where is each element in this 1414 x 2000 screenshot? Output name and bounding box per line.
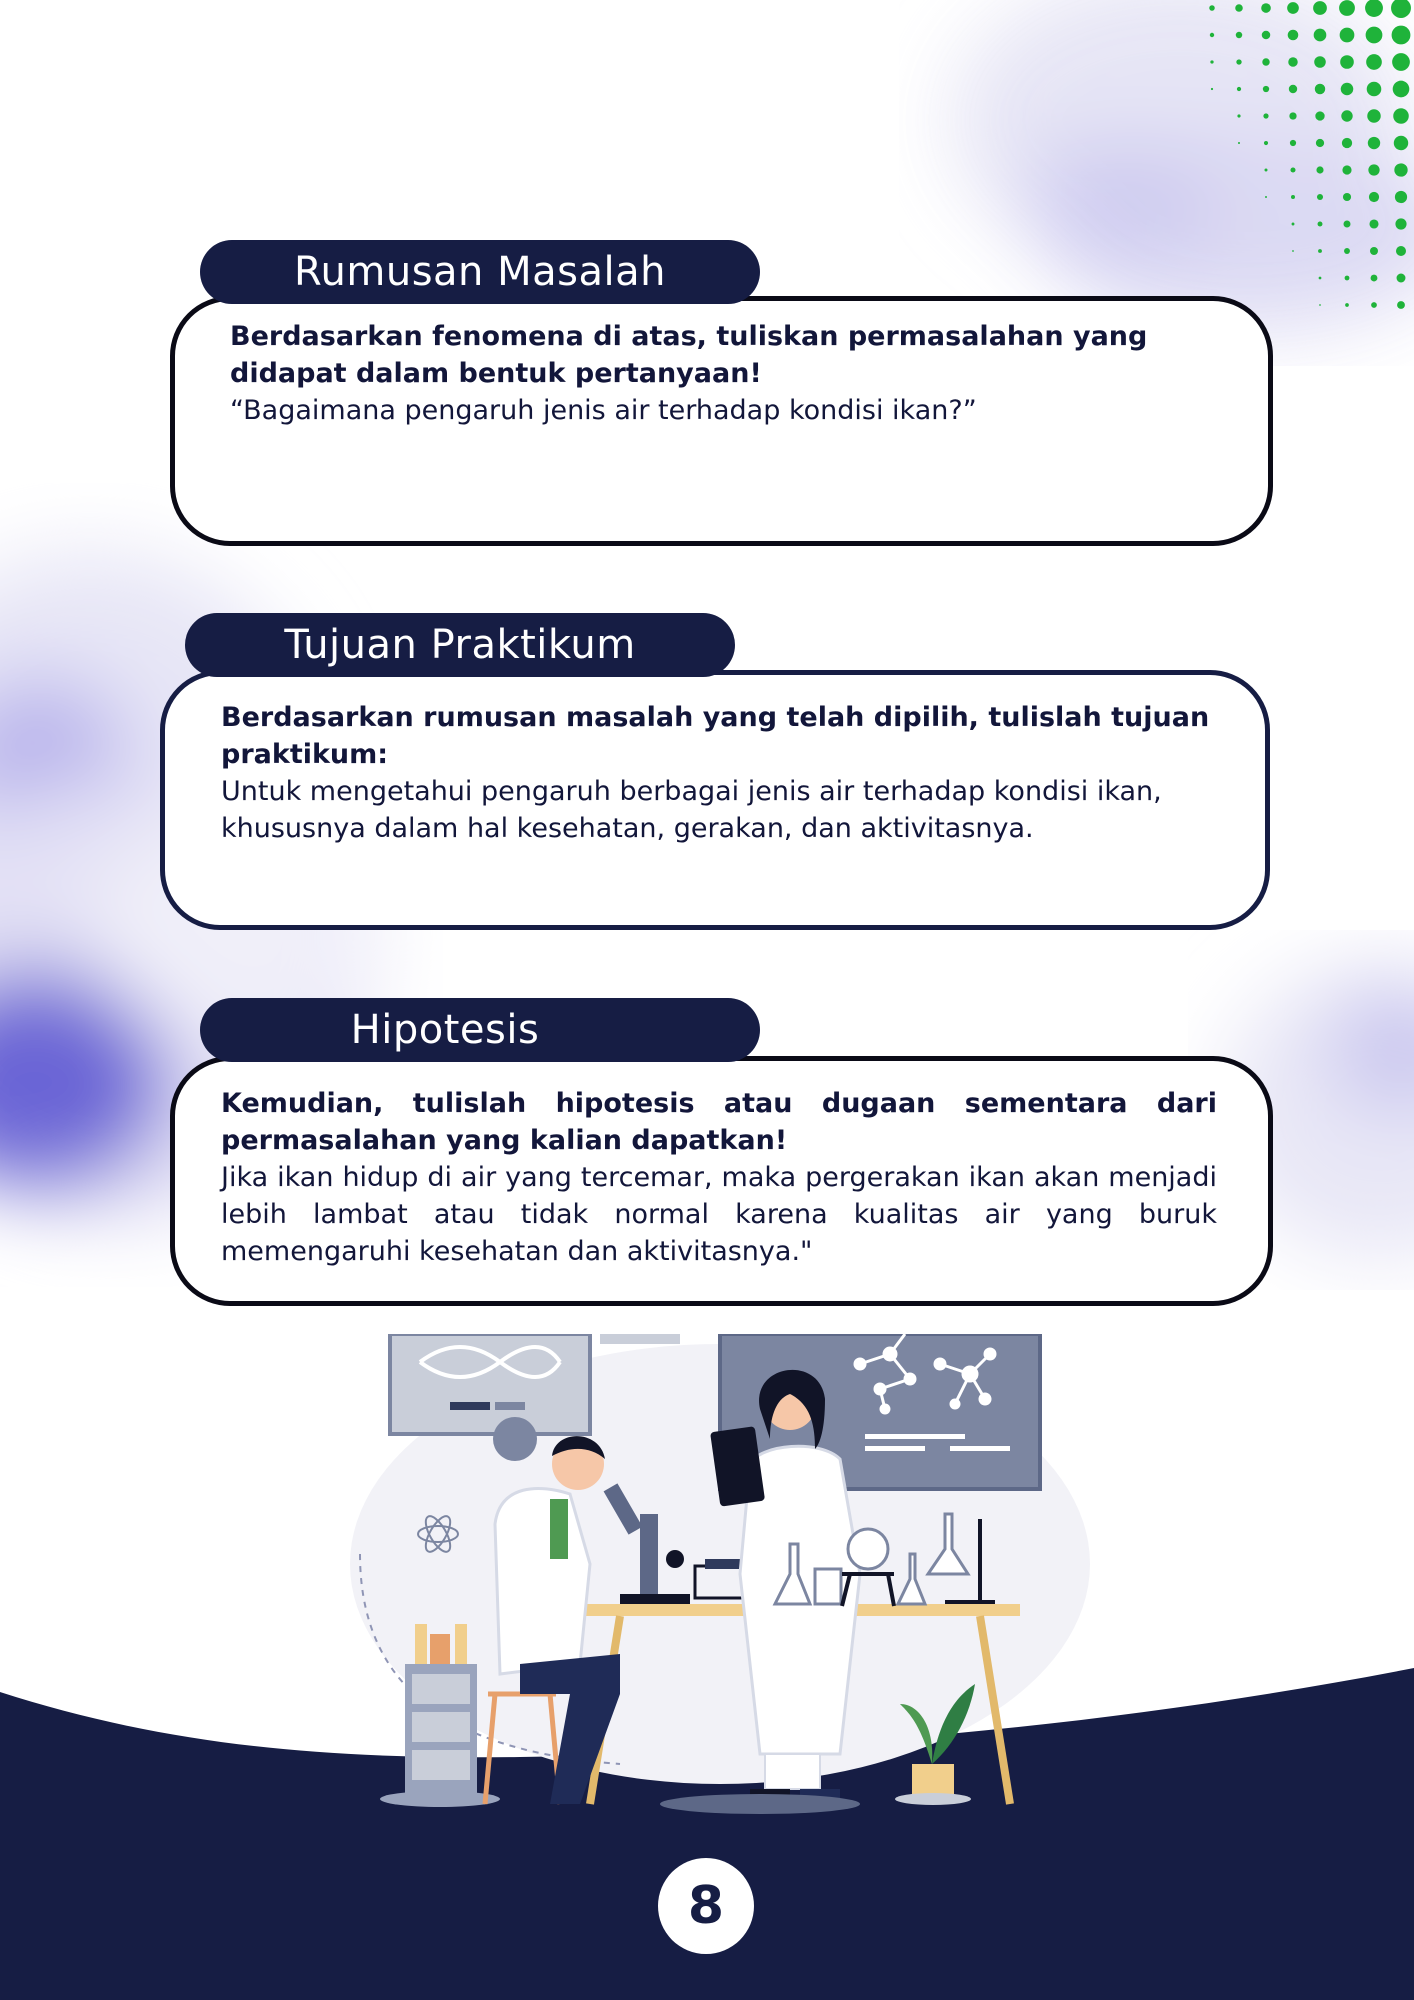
green-dot (1236, 59, 1241, 64)
dna-board (390, 1334, 590, 1434)
green-dot (1262, 58, 1269, 65)
green-dot (1340, 28, 1355, 43)
green-dot (1396, 246, 1406, 256)
green-dot (1288, 57, 1297, 66)
green-dot (1210, 60, 1213, 63)
green-dot (1319, 277, 1322, 280)
green-dot (1318, 222, 1323, 227)
green-dot (1341, 83, 1354, 96)
speech-bubble-icon (493, 1417, 537, 1461)
green-dot (1345, 303, 1349, 307)
top-right-cloud (950, 0, 1414, 330)
section-title-pill (200, 240, 760, 304)
green-dot (1395, 218, 1406, 229)
green-dot (1343, 193, 1351, 201)
green-dot (1369, 192, 1379, 202)
content-box (170, 296, 1273, 546)
section-title-pill (200, 998, 760, 1062)
green-dot (1291, 195, 1295, 199)
green-dot (1344, 248, 1350, 254)
green-dot (1290, 167, 1295, 172)
green-dot (1394, 136, 1408, 150)
section-title: Rumusan Masalah (294, 249, 666, 295)
green-dot (1368, 164, 1379, 175)
green-dot (1367, 82, 1382, 97)
green-dot (1210, 33, 1214, 37)
green-dot (1264, 168, 1267, 171)
green-dot (1341, 110, 1352, 121)
green-dot (1345, 276, 1350, 281)
box-text (230, 318, 1220, 429)
section-title-pill (185, 613, 735, 677)
green-dot (1393, 81, 1410, 98)
green-dot (1370, 247, 1378, 255)
box-text (221, 1085, 1217, 1270)
green-dot (1393, 108, 1409, 124)
green-dot (1263, 86, 1269, 92)
content-box (160, 670, 1270, 930)
green-dot (1289, 112, 1296, 119)
lab-illustration (320, 1334, 1100, 1814)
green-dot (1392, 53, 1410, 71)
prompt-text: Kemudian, tulislah hipotesis atau dugaan sementara dari permasalahan yang kalian dapatkan! (221, 1088, 1217, 1156)
prompt-text: Berdasarkan fenomena di atas, tuliskan permasalahan yang didapat dalam bentuk pertanyaan! (230, 321, 1148, 389)
page-number: 8 (687, 1876, 725, 1936)
green-dot (1265, 196, 1267, 198)
green-dot (1211, 88, 1213, 90)
green-dot (1316, 166, 1323, 173)
green-dot (1317, 194, 1323, 200)
green-dot (1391, 0, 1411, 18)
green-dot (1237, 87, 1241, 91)
green-dot (1366, 27, 1383, 44)
green-dot (1288, 30, 1299, 41)
green-dot (1343, 220, 1350, 227)
green-dot (1261, 3, 1271, 13)
green-dot (1342, 138, 1352, 148)
green-dot (1371, 275, 1378, 282)
answer-text: Untuk mengetahui pengaruh berbagai jenis air terhadap kondisi ikan, khususnya dalam hal kesehatan, gerakan, dan aktivitasnya. (221, 776, 1162, 844)
green-dot (1395, 191, 1407, 203)
green-dot (1342, 165, 1351, 174)
content-box (170, 1056, 1273, 1306)
green-dot (1289, 85, 1297, 93)
green-dot (1313, 1, 1327, 15)
green-dot (1318, 249, 1322, 253)
green-dot (1366, 54, 1382, 70)
box-text (221, 699, 1211, 847)
page-number-badge (658, 1858, 754, 1954)
green-dot (1315, 84, 1325, 94)
green-dot (1290, 140, 1296, 146)
green-dot (1315, 111, 1324, 120)
green-dot (1235, 4, 1243, 12)
green-dot (1237, 114, 1240, 117)
green-dot (1316, 139, 1324, 147)
green-dot (1264, 141, 1268, 145)
green-dot (1392, 26, 1411, 45)
green-dot (1394, 163, 1407, 176)
green-dot (1314, 56, 1326, 68)
green-dot (1367, 109, 1380, 122)
green-dot (1263, 113, 1268, 118)
green-dot (1368, 137, 1380, 149)
section-title: Tujuan Praktikum (284, 622, 636, 668)
answer-text: Jika ikan hidup di air yang tercemar, maka pergerakan ikan akan menjadi lebih lambat atau tidak normal karena kualitas air yang buruk memengaruhi kesehatan dan aktivitasnya." (221, 1162, 1217, 1267)
green-dot (1397, 301, 1405, 309)
green-dot (1262, 31, 1271, 40)
green-dot (1397, 274, 1406, 283)
green-dot (1340, 55, 1354, 69)
green-dot (1365, 0, 1383, 17)
green-dot (1209, 5, 1215, 11)
green-dot (1292, 223, 1295, 226)
green-dot (1319, 304, 1321, 306)
green-dot (1287, 2, 1299, 14)
green-dot (1371, 302, 1377, 308)
answer-text: “Bagaimana pengaruh jenis air terhadap kondisi ikan?” (230, 395, 977, 426)
green-dot (1292, 250, 1294, 252)
green-dot (1339, 0, 1355, 16)
prompt-text: Berdasarkan rumusan masalah yang telah dipilih, tulislah tujuan praktikum: (221, 702, 1210, 770)
section-title: Hipotesis (350, 1007, 540, 1053)
green-dot (1314, 29, 1327, 42)
green-dot (1236, 32, 1242, 38)
green-dot (1369, 219, 1378, 228)
green-dot (1238, 142, 1240, 144)
